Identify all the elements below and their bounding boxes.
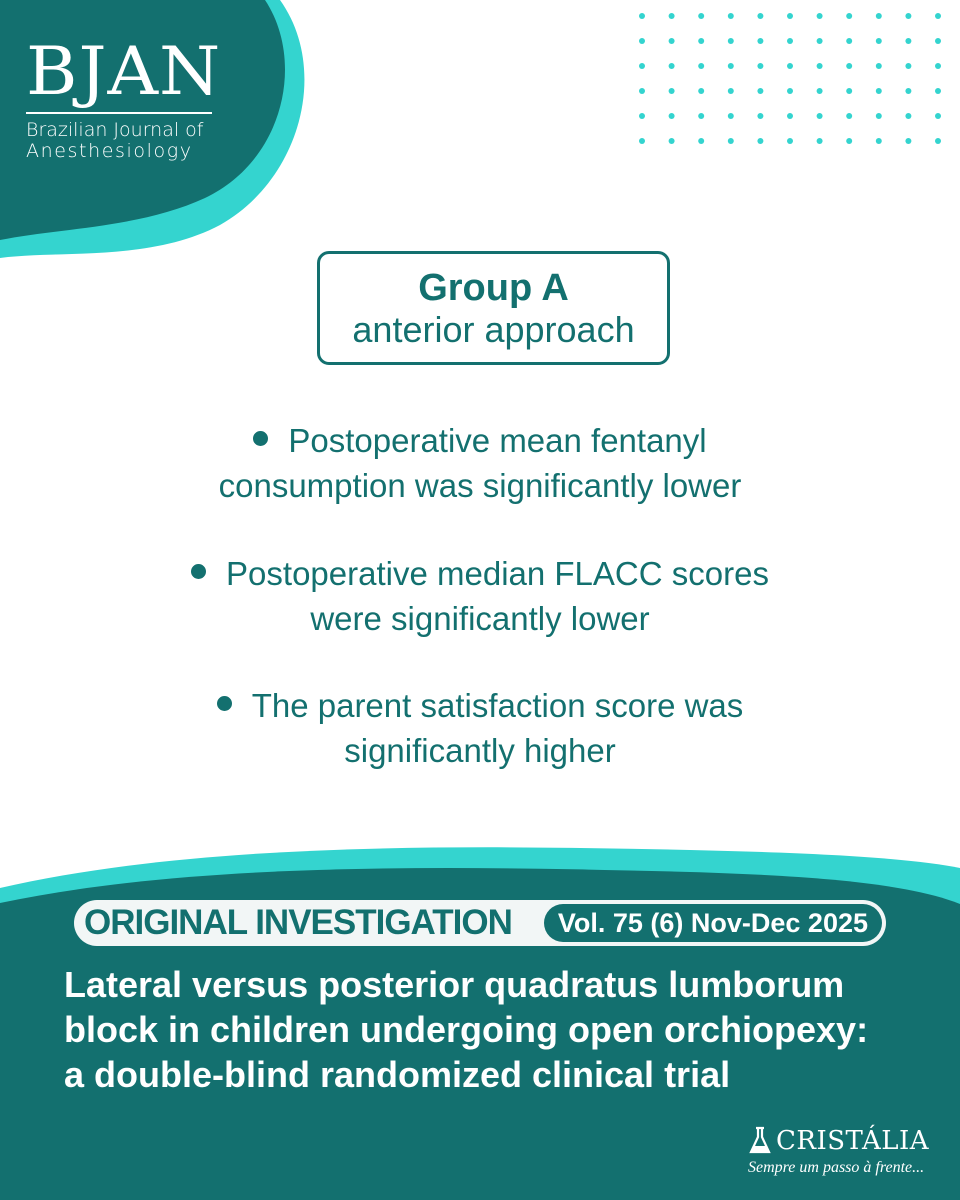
article-title bbox=[64, 962, 924, 1097]
decor-dot bbox=[639, 13, 645, 19]
decor-dot bbox=[698, 63, 704, 69]
decor-dot bbox=[817, 113, 823, 119]
journal-name-line1: Brazilian Journal of bbox=[26, 119, 204, 141]
decor-dot bbox=[876, 13, 882, 19]
sponsor-tagline: Sempre um passo à frente... bbox=[748, 1159, 925, 1176]
decor-dot bbox=[905, 138, 911, 144]
decor-dot bbox=[846, 13, 852, 19]
sponsor-logo bbox=[748, 1126, 948, 1178]
decor-dot bbox=[846, 88, 852, 94]
dot-grid bbox=[639, 13, 941, 144]
article-title-line1: Lateral versus posterior quadratus lumborum bbox=[64, 964, 845, 1005]
finding-line2: significantly higher bbox=[344, 732, 616, 769]
group-label-box bbox=[317, 251, 670, 365]
decor-dot bbox=[698, 88, 704, 94]
decor-dot bbox=[639, 63, 645, 69]
group-subtitle: anterior approach bbox=[352, 309, 635, 350]
bullet-icon bbox=[253, 431, 268, 446]
decor-dot bbox=[787, 113, 793, 119]
journal-logo bbox=[26, 32, 226, 162]
bullet-icon bbox=[191, 564, 206, 579]
decor-dot bbox=[905, 113, 911, 119]
decor-dot bbox=[757, 113, 763, 119]
decor-dot bbox=[905, 13, 911, 19]
decor-dot bbox=[639, 113, 645, 119]
decor-dot bbox=[935, 38, 941, 44]
decor-dot bbox=[669, 113, 675, 119]
decor-dot bbox=[728, 63, 734, 69]
decor-dot bbox=[817, 138, 823, 144]
decor-dot bbox=[757, 13, 763, 19]
sponsor-name: CRISTÁLIA bbox=[776, 1126, 930, 1156]
finding-line2: consumption was significantly lower bbox=[218, 467, 742, 504]
decor-dot bbox=[757, 138, 763, 144]
decor-dot bbox=[905, 63, 911, 69]
decor-dot bbox=[728, 88, 734, 94]
finding-item bbox=[0, 683, 960, 773]
decor-dot bbox=[787, 88, 793, 94]
article-title-line2: block in children undergoing open orchiopexy: bbox=[64, 1009, 869, 1050]
decor-dot bbox=[728, 138, 734, 144]
flask-icon bbox=[748, 1126, 772, 1156]
decor-dot bbox=[669, 88, 675, 94]
decor-dot bbox=[639, 38, 645, 44]
decor-dot bbox=[846, 113, 852, 119]
decor-dot bbox=[698, 113, 704, 119]
decor-dot bbox=[817, 88, 823, 94]
logo-divider bbox=[26, 112, 212, 114]
issue-badge: Vol. 75 (6) Nov-Dec 2025 bbox=[544, 904, 882, 942]
decor-dot bbox=[846, 138, 852, 144]
decor-dot bbox=[639, 138, 645, 144]
decor-dot bbox=[876, 138, 882, 144]
decor-dot bbox=[639, 88, 645, 94]
finding-item bbox=[0, 551, 960, 641]
decor-dot bbox=[698, 138, 704, 144]
decor-dot bbox=[787, 138, 793, 144]
decor-dot bbox=[935, 13, 941, 19]
decor-dot bbox=[935, 88, 941, 94]
group-title: Group A bbox=[418, 267, 569, 309]
finding-line1: Postoperative median FLACC scores bbox=[0, 551, 960, 596]
decor-dot bbox=[935, 113, 941, 119]
decor-dot bbox=[817, 13, 823, 19]
article-meta-pill bbox=[74, 900, 886, 946]
journal-abbreviation: BJAN bbox=[26, 32, 222, 111]
decor-dot bbox=[787, 63, 793, 69]
decor-dot bbox=[669, 138, 675, 144]
decor-dot bbox=[935, 63, 941, 69]
finding-line2: were significantly lower bbox=[310, 600, 650, 637]
journal-name-line2: Anesthesiology bbox=[26, 140, 193, 162]
decor-dot bbox=[905, 38, 911, 44]
decor-dot bbox=[698, 13, 704, 19]
finding-item bbox=[0, 418, 960, 508]
decor-dot bbox=[876, 38, 882, 44]
decor-dot bbox=[787, 38, 793, 44]
decor-dot bbox=[669, 13, 675, 19]
decor-dot bbox=[669, 38, 675, 44]
decor-dot bbox=[905, 88, 911, 94]
decor-dot bbox=[728, 113, 734, 119]
decor-dot bbox=[876, 113, 882, 119]
decor-dot bbox=[669, 63, 675, 69]
article-category: ORIGINAL INVESTIGATION bbox=[84, 903, 512, 942]
decor-dot bbox=[757, 88, 763, 94]
finding-line1: Postoperative mean fentanyl bbox=[0, 418, 960, 463]
decor-dot bbox=[757, 38, 763, 44]
decor-dot bbox=[757, 63, 763, 69]
decor-dot bbox=[817, 63, 823, 69]
decor-dot bbox=[846, 63, 852, 69]
decor-dot bbox=[728, 38, 734, 44]
article-title-line3: a double-blind randomized clinical trial bbox=[64, 1054, 731, 1095]
decor-dot bbox=[817, 38, 823, 44]
finding-line1: The parent satisfaction score was bbox=[0, 683, 960, 728]
decor-dot bbox=[728, 13, 734, 19]
decor-dot bbox=[876, 63, 882, 69]
decor-dot bbox=[698, 38, 704, 44]
decor-dot bbox=[787, 13, 793, 19]
decor-dot bbox=[935, 138, 941, 144]
bullet-icon bbox=[217, 696, 232, 711]
decor-dot bbox=[876, 88, 882, 94]
decor-dot bbox=[846, 38, 852, 44]
